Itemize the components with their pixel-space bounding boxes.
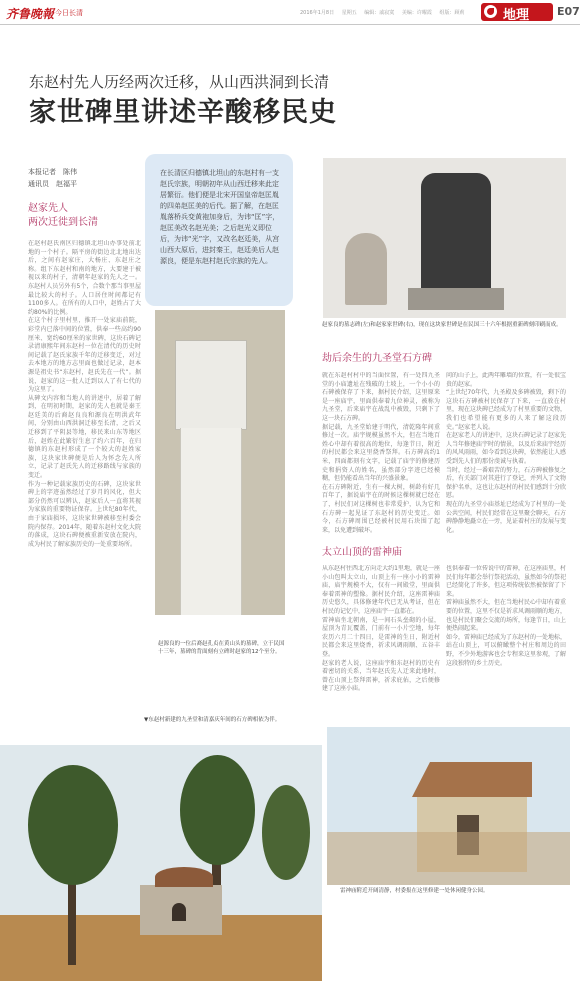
tree-left [28, 765, 118, 885]
issue-date: 2016年1月8日 [300, 10, 335, 16]
byline-intern: 通讯员 赵福平 [28, 180, 77, 188]
temple-caption: 雷神庙附近开阔清静，村委报在这里修建一处休闲健身公园。 [340, 888, 489, 894]
courtyard-wall [327, 832, 570, 885]
issue-weekday: 星期五 [341, 10, 357, 16]
issue-meta [300, 9, 471, 16]
tombstones-caption: 赵家良的墓志碑(左)和赵家家世碑(右)，现在这块家世碑是在民国三十六年根据重新碑刻印刷而成。 [322, 322, 562, 328]
tree-shrine-photo [0, 745, 322, 981]
family-stele [421, 173, 491, 298]
body-column-3: 就在东赵村村中的当面位置，有一处四九圣堂的小庙遗址在残破的土坡上，一个小小的石碑被保存了下来，据村民介绍，这里原来是一座庙宇，里面供奉着九位神灵，被称为九圣堂，后来庙宇在战乱中被毁，只剩下了这一块石方碑。 据记载，九圣堂始建于明代，清乾隆年间重修过一次。庙宇规模虽然不大，但在当地百姓心中却有着很高的地位，每逢节日，附近的村民都会来这里烧香祭拜。石方碑高约1米，四面都刻有文字，记载了庙宇的修建历史和捐资人的姓名，虽然部分字迹已经模糊，但仍能看出当年的兴盛景象。 在石方碑附近，生有一棵大树，树龄有好几百年了，据说庙宇在的时候这棵树就已经在了，村民们对这棵树也非常爱护，认为它和石方碑一起见证了东赵村的历史变迁。如今，石方碑周围已经被村民用石块围了起来，以免遭到破坏。 [322, 372, 440, 534]
shrine-roof [155, 867, 213, 887]
lead-text: 在长清区归德镇北坦山的东赵村有一支赵氏宗族，明朝初年从山西迁移来此定居繁衍。他们便是北宋开国皇帝赵匡胤的四弟赵匡美的后代。据了解，在赵匡胤落桥兵变黄袍加身后，为讳“匡”字，赵匡美改名赵光美；之后赵光义即位后，为讳“光”字，又改名赵廷美，从宫山西大原后，进封秦王，赵廷美后人赵源良，便是东赵村赵氏宗族的先人。 [160, 169, 280, 265]
stele-body [180, 428, 242, 615]
section-label: 地理 [503, 8, 530, 23]
stele-base [408, 288, 504, 310]
body-column-4b: 也供奉着一位传说中的雷神，在这座庙里，村民们每年都会举行祭祀活动，虽然如今的祭祀已经简化了许多，但这项传统依然被保留了下来。 雷神庙虽然不大，但在当地村民心中却有着重要的位置，这里不仅是祈求风调雨顺的地方，也是村民们聚会交流的场所，每逢节日，山上便热闹起来。 如今，雷神庙已经成为了东赵村的一处地标，站在山顶上，可以俯瞰整个村庄和周边的田野，不少外地游客也会专程来这里参观，了解这段独特的乡土历史。 [446, 565, 566, 667]
temple-photo [327, 727, 570, 885]
article-kicker: 东赵村先人历经两次迁移，从山西洪洞到长清 [29, 73, 330, 91]
subhead-thunder-temple: 太立山顶的雷神庙 [322, 547, 402, 558]
newspaper-logo: 齐鲁晚報 [6, 7, 55, 21]
location-pin-icon [484, 5, 497, 18]
subhead-stone-stele: 劫后余生的九圣堂石方碑 [322, 353, 432, 364]
section-name: 今日长清 [55, 9, 83, 17]
small-tombstone [345, 233, 387, 305]
article-headline: 家世碑里讲述辛酸移民史 [29, 97, 337, 128]
byline [28, 166, 77, 190]
body-column-4: 问的山子上，此两年雕墙的位置，有一处很宝贵的赵家。 “上世纪70年代，九圣殿及多碑被毁，剩下的这块石方碑被村民保存了下来，一直放在村里，现在这块碑已经成为了村里重要的文物，我们也希望能有更多的人来了解这段历史。”赵家老人说。 在赵家老人的讲述中，这块石碑记录了赵家先人当年修建庙宇时的情景，以及后来庙宇经历的风风雨雨，如今看到这块碑，依然能让人感受到先人们的那份虔诚与执着。 当时，经过一番艰苦的努力，石方碑被修复之后，有关部门对其进行了登记，并列入了文物保护名单，这也让东赵村的村民们感到十分欣慰。 现在的九圣堂小庙基址已经成为了村里的一处公共空间，村民们经常在这里聚会聊天，石方碑静静地矗立在一旁，见证着村庄的发展与变化。 [446, 372, 566, 534]
body-column-3b: 从东赵村往西北方向走大约1里地，就是一座小山包叫太立山，山顶上有一座小小的雷神庙，庙宇规模不大，仅有一间殿堂，里面供奉着雷神的塑像。据村民介绍，这座雷神庙历史悠久，具体修建年代已无从考证，但在村民的记忆中，这座庙宇一直都在。 雷神庙坐北朝南，是一间石头垒砌的小屋，屋顶为青瓦覆盖，门前有一小片空地，每年农历六月二十四日，是雷神的生日，附近村民都会来这里烧香，祈求风调雨顺、五谷丰登。 赵家的老人说，这座庙宇和东赵村的历史有着密切的关系，当年赵氏先人迁来此地时，曾在山顶上祭拜雷神，祈求庇佑，之后便修建了这座小庙。 [322, 565, 440, 693]
body-column-1: 在赵村赵氏南区归德镇北坦山办事处前北地的一个村子。隔平房的街边北北地出达后，之间有赵家庄，大杨庄、东赵庄之称。组下东赵村和南的地方，大要建于被视以来的村子，清朝年赵家的先人之一。东赵村人员另外有5个，合数个那当事里屋最比较大的村子。人口居住时间都记有1100多人。在所有的人口中，赵姓占了大约80%的比例。 在这个村子里村里，推开一处家庙前院，彩堂内已落中间的位置，供奉一些高约90厘米、宽约60厘米的家世碑，这块石碑记录清康熙年间东赵村一位在清代的历史时间记载了赵氏家族千年的迁移变迁，对过去本地方的地方志里面也做过记录，赵本源是祖史书“东赵村，赵氏先在一代”。据说，赵家的这一批人迁到以人了有七代的为这里了。 从碑文内容和当地人的讲述中，居着了解到，在明初时期，赵家的先人也就是秦王赵廷美的后裔赵良良和源良在明洪武年间，分别由山西洪洞迁移至长清，之后又迁移到了平阴县等地，移民来山东等地区后，赵姓在此繁衍生息了约六百年，在归德镇的东赵村形成了一个较大的赵姓家族，这块家世碑便是后人为怀念先人所立，记录了赵氏先人的迁移路线与家族的变迁。 作为一种记载家族历史的石碑，这块家世碑上的字迹虽然经过了岁月的风化，但大部分仍然可以辨认，赵家后人一直将其视为家族的重要物证保存。上世纪80年代，由于家庙损坏，这块家世碑被移至村委会院内保存。2014年，随着东赵村文化大院的落成，这块石碑便被重新安放在院内，成为村民了解家族历史的一处重要场所。 [28, 240, 141, 548]
stele-carved-top [175, 340, 247, 430]
subhead-migration: 赵家先人 两次迁徙到长清 [28, 203, 98, 228]
tree-shrine-caption: ▼东赵村新建的九圣堂和清嘉庆年间的石方碑相依为伴。 [144, 717, 281, 723]
proofreader-credit: 组版：顾莉 [439, 10, 465, 16]
stele-caption: 赵源良的一位后裔赵孔贞在黄山头的墓碑，立于民国十三年，墓碑的背面刻有立碑时赵家的12个至分。 [158, 641, 285, 655]
designer-credit: 美编：许曜霞 [401, 10, 432, 16]
tree-right [262, 785, 310, 880]
masthead [0, 0, 580, 25]
editor-credit: 编辑：戚寂寞 [364, 10, 395, 16]
shrine-door [172, 903, 186, 921]
page-number: E07 [557, 5, 580, 18]
byline-reporter: 本报记者 陈伟 [28, 168, 77, 176]
temple-roof [412, 762, 532, 797]
stele-photo [155, 310, 285, 615]
section-badge [481, 3, 553, 21]
tombstones-photo [323, 158, 566, 318]
tree-middle [180, 755, 255, 865]
